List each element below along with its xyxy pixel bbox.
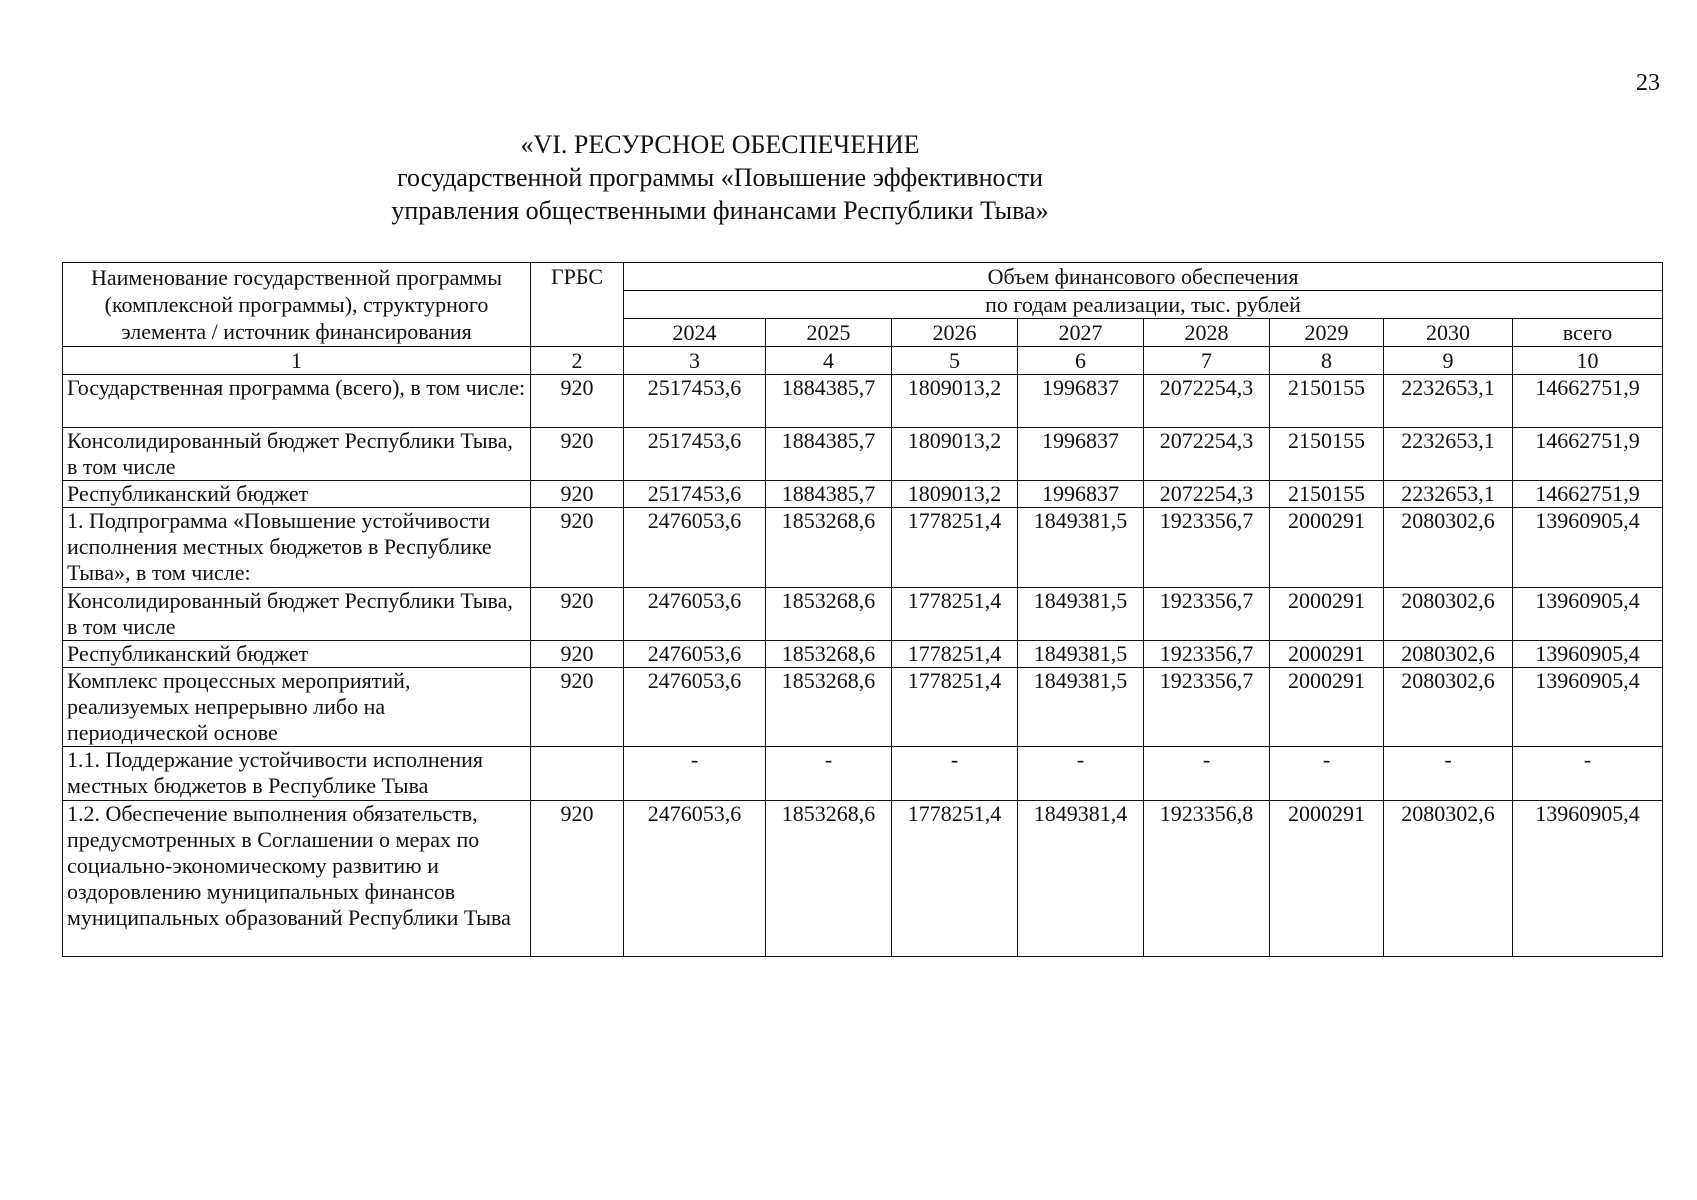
row-value: 1778251,4	[892, 668, 1018, 747]
column-number: 4	[766, 347, 892, 375]
row-value: 1849381,5	[1018, 508, 1144, 588]
row-value: 2517453,6	[624, 428, 766, 481]
row-value: 1849381,5	[1018, 588, 1144, 641]
row-value: 2150155	[1270, 428, 1384, 481]
table-row	[63, 375, 1663, 428]
row-value: 1853268,6	[766, 801, 892, 957]
title-line-3: управления общественными финансами Республики Тыва»	[391, 196, 1049, 225]
row-value: 14662751,9	[1513, 481, 1663, 508]
row-value: 2000291	[1270, 508, 1384, 588]
row-value: 1778251,4	[892, 508, 1018, 588]
row-value: 2080302,6	[1384, 668, 1513, 747]
row-grbs: 920	[531, 668, 624, 747]
row-value: 14662751,9	[1513, 375, 1663, 428]
header-name	[63, 263, 531, 347]
row-name: Консолидированный бюджет Республики Тыва, в том числе	[63, 428, 531, 481]
row-value: -	[624, 747, 766, 801]
row-value: 2476053,6	[624, 508, 766, 588]
row-value: 2072254,3	[1144, 428, 1270, 481]
row-value: 1884385,7	[766, 375, 892, 428]
row-value: 1996837	[1018, 481, 1144, 508]
row-grbs: 920	[531, 508, 624, 588]
header-name-text: Наименование государственной программы (комплексной программы), структурного элемента / источник финансирования	[90, 265, 503, 344]
row-value: 2232653,1	[1384, 428, 1513, 481]
document-title	[0, 128, 1440, 227]
row-value: 2000291	[1270, 588, 1384, 641]
row-value: 1809013,2	[892, 428, 1018, 481]
row-name: Консолидированный бюджет Республики Тыва, в том числе	[63, 588, 531, 641]
header-year: 2024	[624, 319, 766, 347]
row-value: 1849381,4	[1018, 801, 1144, 957]
table-row	[63, 747, 1663, 801]
row-value: 2072254,3	[1144, 481, 1270, 508]
row-value: 2232653,1	[1384, 481, 1513, 508]
row-value: 2517453,6	[624, 375, 766, 428]
row-value: 13960905,4	[1513, 508, 1663, 588]
row-value: 13960905,4	[1513, 588, 1663, 641]
row-value: 2476053,6	[624, 641, 766, 668]
row-grbs: 920	[531, 375, 624, 428]
row-value: 1923356,7	[1144, 508, 1270, 588]
row-value: 1809013,2	[892, 481, 1018, 508]
row-value: 2000291	[1270, 801, 1384, 957]
header-year: 2027	[1018, 319, 1144, 347]
row-value: -	[1513, 747, 1663, 801]
header-year: 2030	[1384, 319, 1513, 347]
table-row	[63, 481, 1663, 508]
row-name: 1.2. Обеспечение выполнения обязательств, предусмотренных в Соглашении о мерах по социально-экономическому развитию и оздоровлению муниципальных финансов муниципальных образований Республики Тыва	[63, 801, 531, 957]
row-name: Государственная программа (всего), в том числе:	[63, 375, 531, 428]
row-value: 1809013,2	[892, 375, 1018, 428]
row-value: 2072254,3	[1144, 375, 1270, 428]
row-value: 13960905,4	[1513, 668, 1663, 747]
table-body	[63, 263, 1663, 957]
header-volume: Объем финансового обеспечения	[624, 263, 1663, 291]
column-numbers-row	[63, 347, 1663, 375]
title-line-2: государственной программы «Повышение эффективности	[396, 163, 1044, 192]
column-number: 10	[1513, 347, 1663, 375]
row-value: -	[892, 747, 1018, 801]
row-value: 1853268,6	[766, 508, 892, 588]
row-value: 2476053,6	[624, 588, 766, 641]
row-value: 1923356,8	[1144, 801, 1270, 957]
header-by-years: по годам реализации, тыс. рублей	[624, 291, 1663, 319]
column-number: 6	[1018, 347, 1144, 375]
row-value: 13960905,4	[1513, 801, 1663, 957]
column-number: 5	[892, 347, 1018, 375]
row-value: 13960905,4	[1513, 641, 1663, 668]
row-value: 1853268,6	[766, 588, 892, 641]
header-year: 2029	[1270, 319, 1384, 347]
header-grbs: ГРБС	[531, 263, 624, 347]
row-value: 1778251,4	[892, 801, 1018, 957]
row-value: -	[766, 747, 892, 801]
column-number: 9	[1384, 347, 1513, 375]
column-number: 8	[1270, 347, 1384, 375]
header-year: всего	[1513, 319, 1663, 347]
row-value: 1884385,7	[766, 481, 892, 508]
row-value: 1849381,5	[1018, 668, 1144, 747]
column-number: 3	[624, 347, 766, 375]
row-value: 1923356,7	[1144, 668, 1270, 747]
row-value: 2080302,6	[1384, 588, 1513, 641]
column-number: 1	[63, 347, 531, 375]
column-number: 2	[531, 347, 624, 375]
header-row-1	[63, 263, 1663, 291]
table-row	[63, 428, 1663, 481]
row-value: 14662751,9	[1513, 428, 1663, 481]
row-value: 2476053,6	[624, 668, 766, 747]
row-value: 2517453,6	[624, 481, 766, 508]
row-value: 2080302,6	[1384, 641, 1513, 668]
row-value: -	[1384, 747, 1513, 801]
row-value: 1853268,6	[766, 668, 892, 747]
row-value: 1996837	[1018, 375, 1144, 428]
table-row	[63, 641, 1663, 668]
title-line-1: «VI. РЕСУРСНОЕ ОБЕСПЕЧЕНИЕ	[520, 130, 920, 159]
row-grbs: 920	[531, 428, 624, 481]
row-value: 2150155	[1270, 481, 1384, 508]
row-value: -	[1144, 747, 1270, 801]
row-value: 1996837	[1018, 428, 1144, 481]
row-value: 1853268,6	[766, 641, 892, 668]
row-value: 1923356,7	[1144, 641, 1270, 668]
row-grbs: 920	[531, 481, 624, 508]
row-value: 2000291	[1270, 641, 1384, 668]
row-value: 1884385,7	[766, 428, 892, 481]
header-year: 2025	[766, 319, 892, 347]
column-number: 7	[1144, 347, 1270, 375]
row-value: -	[1018, 747, 1144, 801]
row-value: 2476053,6	[624, 801, 766, 957]
row-value: 1849381,5	[1018, 641, 1144, 668]
row-grbs	[531, 747, 624, 801]
row-value: 1923356,7	[1144, 588, 1270, 641]
row-value: 2080302,6	[1384, 801, 1513, 957]
header-year: 2028	[1144, 319, 1270, 347]
resource-table	[62, 262, 1663, 957]
row-grbs: 920	[531, 588, 624, 641]
row-value: 2080302,6	[1384, 508, 1513, 588]
row-value: 2150155	[1270, 375, 1384, 428]
row-name: Республиканский бюджет	[63, 641, 531, 668]
row-value: 1778251,4	[892, 641, 1018, 668]
table-row	[63, 801, 1663, 957]
row-grbs: 920	[531, 641, 624, 668]
row-value: -	[1270, 747, 1384, 801]
row-name: 1. Подпрограмма «Повышение устойчивости исполнения местных бюджетов в Республике Тыва», в том числе:	[63, 508, 531, 588]
page-number: 23	[1636, 70, 1660, 96]
table-row	[63, 668, 1663, 747]
row-grbs: 920	[531, 801, 624, 957]
row-value: 2232653,1	[1384, 375, 1513, 428]
row-value: 2000291	[1270, 668, 1384, 747]
header-year: 2026	[892, 319, 1018, 347]
row-name: Республиканский бюджет	[63, 481, 531, 508]
row-value: 1778251,4	[892, 588, 1018, 641]
row-name: 1.1. Поддержание устойчивости исполнения местных бюджетов в Республике Тыва	[63, 747, 531, 801]
table-row	[63, 508, 1663, 588]
table-row	[63, 588, 1663, 641]
row-name: Комплекс процессных мероприятий, реализуемых непрерывно либо на периодической основе	[63, 668, 531, 747]
